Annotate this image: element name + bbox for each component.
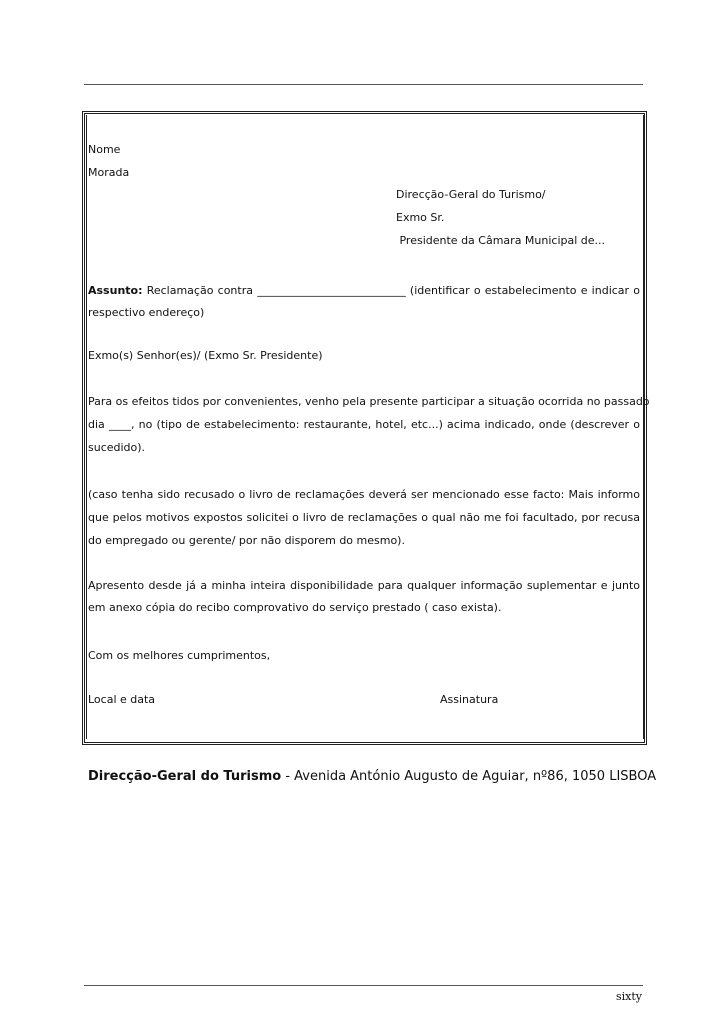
paragraph-1-line-1: Para os efeitos tidos por convenientes, venho pela presente participar a situação ocorrida no passado (88, 395, 650, 408)
recipient-line-2: Exmo Sr. (396, 211, 445, 224)
header-rule (84, 84, 643, 85)
paragraph-1-line-2: dia ____, no (tipo de estabelecimento: restaurante, hotel, etc...) acima indicado, onde (descrever o (88, 418, 640, 431)
recipient-line-3: Presidente da Câmara Municipal de... (396, 234, 606, 247)
footer-org-name: Direcção-Geral do Turismo (88, 769, 282, 784)
assunto-line-2: respectivo endereço) (88, 306, 205, 319)
assinatura-label: Assinatura (440, 693, 499, 706)
page-number: sixty (615, 990, 642, 1003)
paragraph-2-line-1: (caso tenha sido recusado o livro de reclamações deverá ser mencionado esse facto: Mais informo (88, 488, 640, 501)
paragraph-2-line-3: do empregado ou gerente/ por não disporem do mesmo). (88, 534, 405, 547)
paragraph-3-line-1: Apresento desde já a minha inteira disponibilidade para qualquer informação suplementar e junto (88, 579, 640, 592)
assunto-rest: (identificar o estabelecimento e indicar o (409, 284, 641, 297)
closing: Com os melhores cumprimentos, (88, 649, 271, 662)
assunto-text: Reclamação contra (146, 284, 253, 297)
paragraph-2-line-2: que pelos motivos expostos solicitei o livro de reclamações o qual não me foi facultado, por recusa (88, 511, 640, 524)
nome-label: Nome (88, 143, 121, 156)
local-data-label: Local e data (88, 693, 156, 706)
assunto-line-1 (88, 283, 640, 299)
morada-label: Morada (88, 166, 130, 179)
paragraph-1-line-3: sucedido). (88, 441, 146, 454)
recipient-line-1: Direcção-Geral do Turismo/ (396, 188, 546, 201)
assunto-blank: ___________________________ (257, 284, 406, 297)
footer-address-text: - Avenida António Augusto de Aguiar, nº86, 1050 LISBOA (281, 769, 657, 784)
paragraph-3-line-2: em anexo cópia do recibo comprovativo do serviço prestado ( caso exista). (88, 601, 502, 614)
salutation: Exmo(s) Senhor(es)/ (Exmo Sr. Presidente) (88, 349, 323, 362)
footer-address (88, 768, 656, 786)
assunto-label: Assunto: (88, 284, 143, 297)
footer-rule (84, 985, 643, 986)
